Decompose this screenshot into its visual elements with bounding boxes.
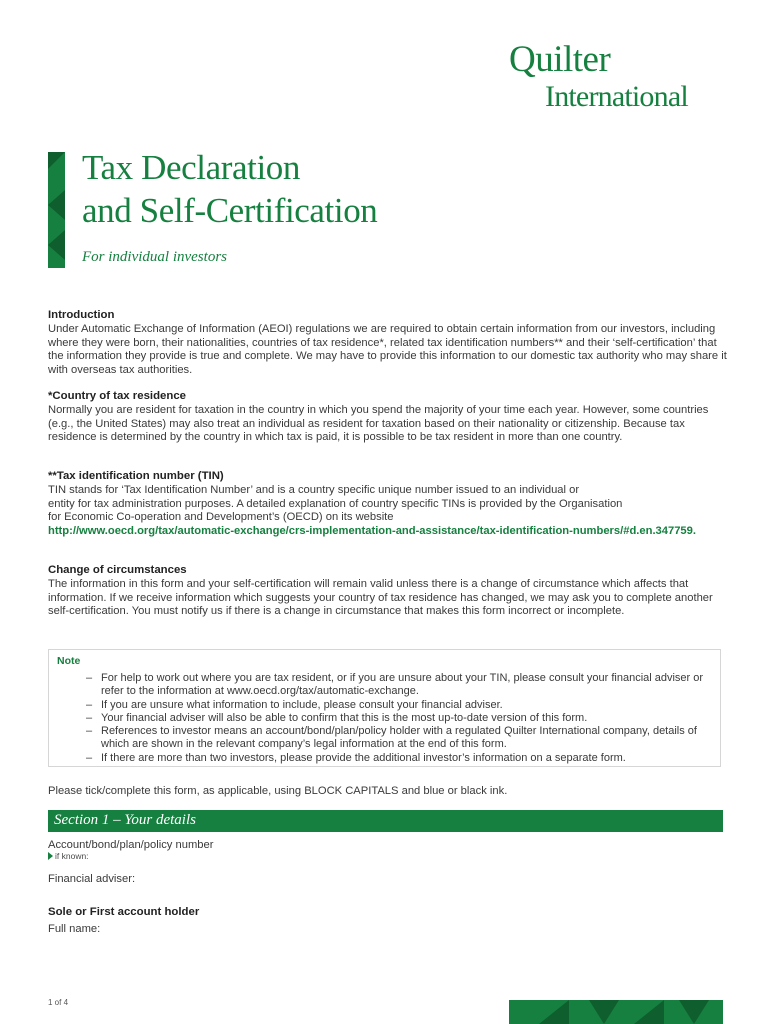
first-holder-heading: Sole or First account holder <box>48 906 200 918</box>
financial-adviser-label: Financial adviser: <box>48 873 136 885</box>
page-number: 1 of 4 <box>48 998 69 1007</box>
tin-text-line-3: for Economic Co-operation and Development’s (OECD) on its website <box>48 511 394 524</box>
intro-text: Under Automatic Exchange of Information (AEOI) regulations we are required to obtain certain information from our investors, including where they were born, their nationalities, countries of tax residence*, related tax identification numbers** and their ‘self-certification’ that the information they provide is true and complete. We may have to provide this information to our domestic tax authority who may share it with overseas tax authorities. <box>48 323 727 376</box>
title-line-1: Tax Declaration <box>82 148 300 187</box>
account-hint-text: if known: <box>55 851 89 861</box>
note-item: – References to investor means an account/bond/plan/policy holder with a regulated Quilter International company, details of which are shown in the relevant company’s legal information at the end of this form. <box>86 725 716 752</box>
note-item: – For help to work out where you are tax resident, or if you are unsure about your TIN, please consult your financial adviser or refer to the information at www.oecd.org/tax/automatic-exchange. <box>86 672 716 699</box>
change-heading: Change of circumstances <box>48 564 187 576</box>
note-list <box>86 672 716 765</box>
account-number-hint <box>48 851 89 861</box>
page-subtitle: For individual investors <box>82 249 227 265</box>
page-title <box>82 146 377 232</box>
section-1-header <box>48 810 723 832</box>
title-line-2: and Self-Certification <box>82 191 378 230</box>
account-number-label: Account/bond/plan/policy number <box>48 839 214 851</box>
logo-international: International <box>545 80 688 113</box>
intro-section <box>48 309 728 377</box>
full-name-label: Full name: <box>48 923 101 935</box>
footer-accent-graphic <box>509 1000 723 1024</box>
tin-text-line-1: TIN stands for ‘Tax Identification Number’ and is a country specific unique number issued to an individual or <box>48 484 580 497</box>
note-item: – Your financial adviser will also be able to confirm that this is the most up-to-date version of this form. <box>86 712 716 725</box>
arrow-right-icon <box>48 852 53 860</box>
financial-adviser-input[interactable] <box>150 872 724 890</box>
section-1-title: Section 1 – Your details <box>54 812 196 828</box>
note-box <box>48 649 721 767</box>
residence-heading: *Country of tax residence <box>48 390 186 402</box>
note-item: – If there are more than two investors, please provide the additional investor’s information on a separate form. <box>86 752 716 765</box>
residence-text: Normally you are resident for taxation in the country in which you spend the majority of your time each year. However, some countries (e.g., the United States) may also treat an individual as resident for taxation based on their nationality or citizenship. Because tax residence is determined by the country in which tax is paid, it is possible to be tax resident in more than one country. <box>48 404 709 444</box>
tin-heading: **Tax identification number (TIN) <box>48 470 224 482</box>
full-name-input[interactable] <box>110 922 724 940</box>
tin-section <box>48 470 728 538</box>
note-item: – If you are unsure what information to include, please consult your financial adviser. <box>86 699 716 712</box>
tin-text-line-2: entity for tax administration purposes. A detailed explanation of country specific TINs is provided by the Organisation <box>48 497 623 510</box>
title-accent-bar <box>48 152 65 268</box>
oecd-tin-link[interactable]: http://www.oecd.org/tax/automatic-exchange/crs-implementation-and-assistance/tax-identification-numbers/#d.en.347759. <box>48 524 696 537</box>
completion-instruction: Please tick/complete this form, as applicable, using BLOCK CAPITALS and blue or black ink. <box>48 785 508 797</box>
note-label: Note <box>57 655 81 667</box>
change-section <box>48 564 728 619</box>
residence-section <box>48 390 728 445</box>
logo-quilter: Quilter <box>509 39 611 80</box>
account-number-input[interactable] <box>240 840 724 858</box>
intro-heading: Introduction <box>48 309 115 321</box>
change-text: The information in this form and your self-certification will remain valid unless there is a change of circumstance which affects that information. If we receive information which suggests your country of tax residence has changed, we may ask you to complete another self-certification. You must notify us if there is a change in circumstance that makes this form incorrect or incomplete. <box>48 578 713 618</box>
